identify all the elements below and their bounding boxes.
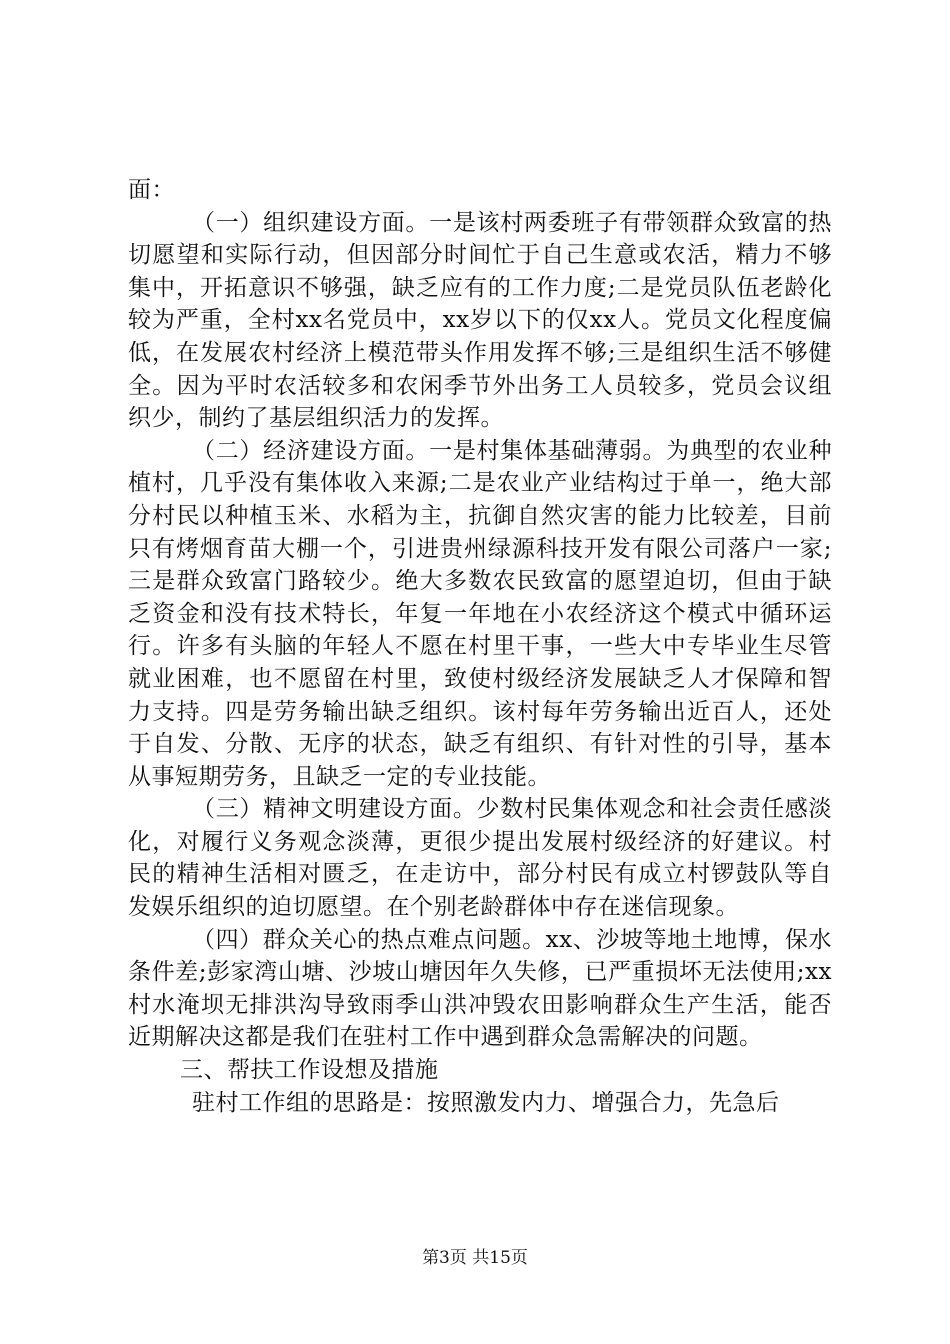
- paragraph-economy: （二）经济建设方面。一是村集体基础薄弱。为典型的农业种植村，几乎没有集体收入来源;二是农业产业结构过于单一，绝大部分村民以种植玉米、水稻为主，抗御自然灾害的能力比较差，目前只有烤烟育苗大棚一个，引进贵州绿源科技开发有限公司落户一家;三是群众致富门路较少。绝大多数农民致富的愿望迫切，但由于缺乏资金和没有技术特长，年复一年地在小农经济这个模式中循环运行。许多有头脑的年轻人不愿在村里干事，一些大中专毕业生尽管就业困难，也不愿留在村里，致使村级经济发展缺乏人才保障和智力支持。四是劳务输出缺乏组织。该村每年劳务输出近百人，还处于自发、分散、无序的状态，缺乏有组织、有针对性的引导，基本从事短期劳务，且缺乏一定的专业技能。: [128, 437, 832, 790]
- page-number-footer: 第3页 共15页: [422, 1248, 528, 1268]
- paragraph-work-approach: 驻村工作组的思路是：按照激发内力、增强合力，先急后: [192, 1089, 780, 1116]
- paragraph-hot-issues: （四）群众关心的热点难点问题。xx、沙坡等地土地博，保水条件差;彭家湾山塘、沙坡山塘因年久失修，已严重损坏无法使用;xx村水淹坝无排洪沟导致雨季山洪冲毁农田影响群众生产生活，能否近期解决这都是我们在驻村工作中遇到群众急需解决的问题。: [128, 926, 832, 1051]
- section-heading: 三、帮扶工作设想及措施: [180, 1057, 439, 1084]
- paragraph-continuation: 面：: [128, 177, 175, 203]
- paragraph-organization: （一）组织建设方面。一是该村两委班子有带领群众致富的热切愿望和实际行动，但因部分时间忙于自己生意或农活，精力不够集中，开拓意识不够强，缺乏应有的工作力度;二是党员队伍老龄化较为严重，全村xx名党员中，xx岁以下的仅xx人。党员文化程度偏低，在发展农村经济上模范带头作用发挥不够;三是组织生活不够健全。因为平时农活较多和农闲季节外出务工人员较多，党员会议组织少，制约了基层组织活力的发挥。: [128, 209, 832, 432]
- document-body: [128, 174, 832, 1119]
- paragraph-civilization: （三）精神文明建设方面。少数村民集体观念和社会责任感淡化，对履行义务观念淡薄，更很少提出发展村级经济的好建议。村民的精神生活相对匮乏，在走访中，部分村民有成立村锣鼓队等自发娱乐组织的迫切愿望。在个别老龄群体中存在迷信现象。: [128, 796, 832, 921]
